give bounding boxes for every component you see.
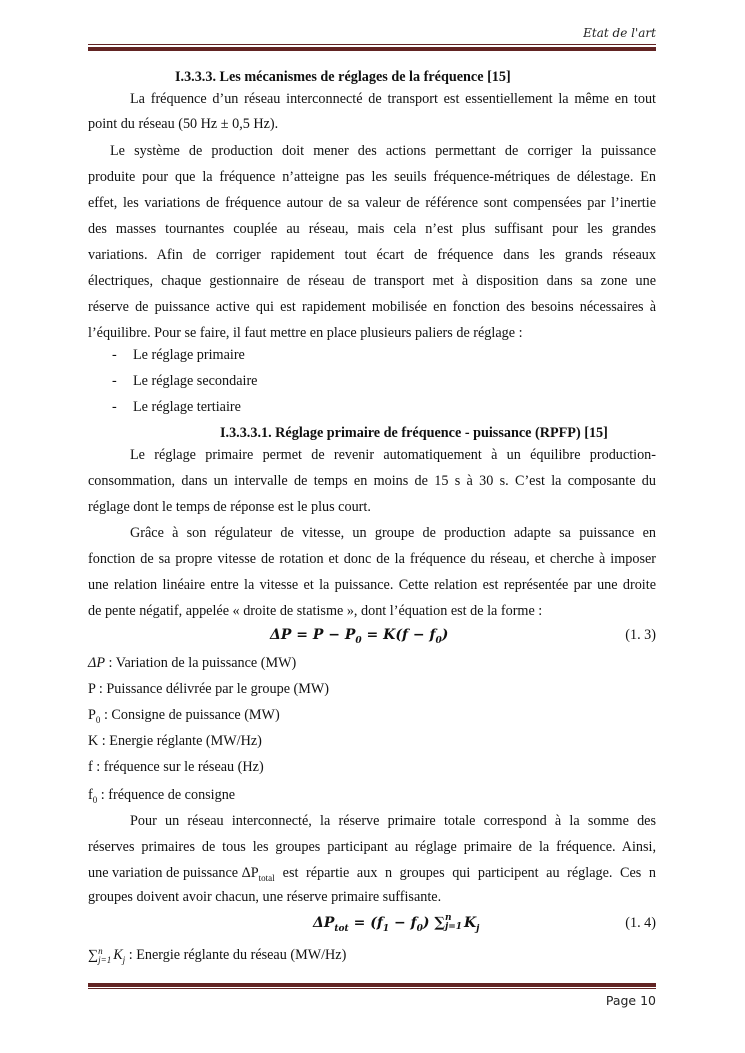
text-run: est répartie aux n groupes qui participent au réglage. Ces n [282,865,656,881]
definition [88,757,656,777]
paragraph-line: électriques, chaque gestionnaire de réseau de transport met à disposition dans sa zone une [88,273,656,289]
paragraph-line: Pour un réseau interconnecté, la réserve primaire totale correspond à la somme des [130,813,656,829]
paragraph-line: effet, les variations de fréquence autour de sa valeur de référence sont compensées par l’inertie [88,195,656,211]
sum-limits [445,914,462,932]
header-rule-thin [88,44,656,45]
eq-part: ΔP [313,915,335,931]
paragraph-line: fonction de sa propre vitesse de rotation et donc de la fréquence du réseau, et cherche à imposer [88,551,656,567]
definition [88,785,656,805]
definition-text: : fréquence sur le réseau (Hz) [92,759,264,775]
paragraph-line: Le réglage primaire permet de revenir automatiquement à un équilibre production- [130,447,656,463]
paragraph-line: une relation linéaire entre la vitesse et la puissance. Cette relation est représentée par une droite [88,577,656,593]
paragraph-line: l’équilibre. Pour se faire, il faut mettre en place plusieurs paliers de réglage : [88,325,523,341]
definition [88,679,656,699]
text-sub: total [258,872,275,883]
sum-lower: j=1 [444,922,462,932]
paragraph-line: des masses tournantes couplée au réseau, mais cela n’est plus suffisant pour les grandes [88,221,656,237]
definition-text: : Energie réglante du réseau (MW/Hz) [125,947,347,963]
definition-text: : Energie réglante (MW/Hz) [98,733,262,749]
definition-text: : Consigne de puissance (MW) [100,707,280,723]
list-item: - Le réglage secondaire [112,373,258,389]
list-item-text: Le réglage primaire [133,347,245,363]
eq-part: ) [441,627,449,643]
symbol: K [113,947,123,963]
definition [88,731,656,751]
equation-number: (1. 4) [625,915,656,931]
symbol-sub: 0 [92,794,98,805]
paragraph-line: produite pour que la fréquence n’atteigne pas les seuils fréquence-métriques de délestage. En [88,169,656,185]
definition-text: : fréquence de consigne [97,787,236,803]
list-item-text: Le réglage tertiaire [133,399,241,415]
list-item-text: Le réglage secondaire [133,373,258,389]
symbol: f [88,759,93,775]
symbol: K [88,733,99,749]
eq-part: = (f [348,915,383,931]
header-rule-thick [88,47,656,51]
footer-rule-thick [88,983,656,987]
definition-text: : Puissance délivrée par le groupe (MW) [95,681,329,697]
eq-part: ΔP = P − P [270,627,356,643]
definition [88,705,656,725]
list-item: - Le réglage tertiaire [112,399,241,415]
equation-1-3 [88,625,656,645]
paragraph-line: consommation, dans un intervalle de temps en moins de 15 s à 30 s. C’est la composante du [88,473,656,489]
text-run: une variation de puissance ΔP [88,865,259,881]
symbol-sub: 0 [95,714,101,725]
symbol-sub: j [122,954,126,965]
equation-1-4 [88,913,656,933]
paragraph-line [88,863,656,883]
list-item: - Le réglage primaire [112,347,245,363]
eq-sub: 1 [382,923,390,934]
sum-limits [98,947,111,965]
paragraph-line: La fréquence d’un réseau interconnecté de transport est essentiellement la même en tout [130,91,656,107]
symbol: P [88,681,96,697]
eq-sub: 0 [355,635,362,646]
running-header: Etat de l'art [583,26,656,40]
section-heading: I.3.3.3. Les mécanismes de réglages de la fréquence [15] [175,69,511,85]
page-number: Page 10 [605,993,656,1008]
eq-part: ) ∑ [422,915,445,931]
eq-sub: tot [334,923,349,934]
symbol: ΔP [88,655,105,671]
symbol: f [88,787,93,803]
subsection-heading: I.3.3.3.1. Réglage primaire de fréquence - puissance (RPFP) [15] [220,425,608,441]
paragraph-line: Grâce à son régulateur de vitesse, un groupe de production adapte sa puissance en [130,525,656,541]
paragraph-line: groupes doivent avoir chacun, une réserve primaire suffisante. [88,889,442,905]
sum-upper: n [98,945,103,956]
symbol: P [88,707,96,723]
footer-rule-thin [88,988,656,989]
eq-sub: 0 [416,923,423,934]
paragraph-line: réserve de puissance active qui est rapidement mobilisée en fonction des besoins nécessaires à [88,299,656,315]
eq-part: − f [389,915,417,931]
text-run [88,863,275,883]
definition [88,945,656,965]
paragraph-line: réglage dont le temps de réponse est le plus court. [88,499,371,515]
eq-sub: j [476,923,480,934]
paragraph-line: point du réseau (50 Hz ± 0,5 Hz). [88,116,279,132]
paragraph-line: variations. Afin de corriger rapidement tout écart de fréquence dans les grands réseaux [88,247,656,263]
sum-upper: n [444,913,452,923]
eq-sub: 0 [435,635,442,646]
sum-lower: j=1 [98,954,112,965]
definition-text: : Variation de la puissance (MW) [105,655,297,671]
definition [88,653,656,673]
eq-part: = K(f − f [361,627,436,643]
eq-part: K [464,915,477,931]
paragraph-line: réserves primaires de tous les groupes participant au réglage primaire de la fréquence. Ainsi, [88,839,656,855]
paragraph-line: de pente négatif, appelée « droite de statisme », dont l’équation est de la forme : [88,603,543,619]
paragraph-line: Le système de production doit mener des actions permettant de corriger la puissance [110,143,656,159]
equation-number: (1. 3) [625,627,656,643]
sum-symbol: ∑ [88,947,99,963]
